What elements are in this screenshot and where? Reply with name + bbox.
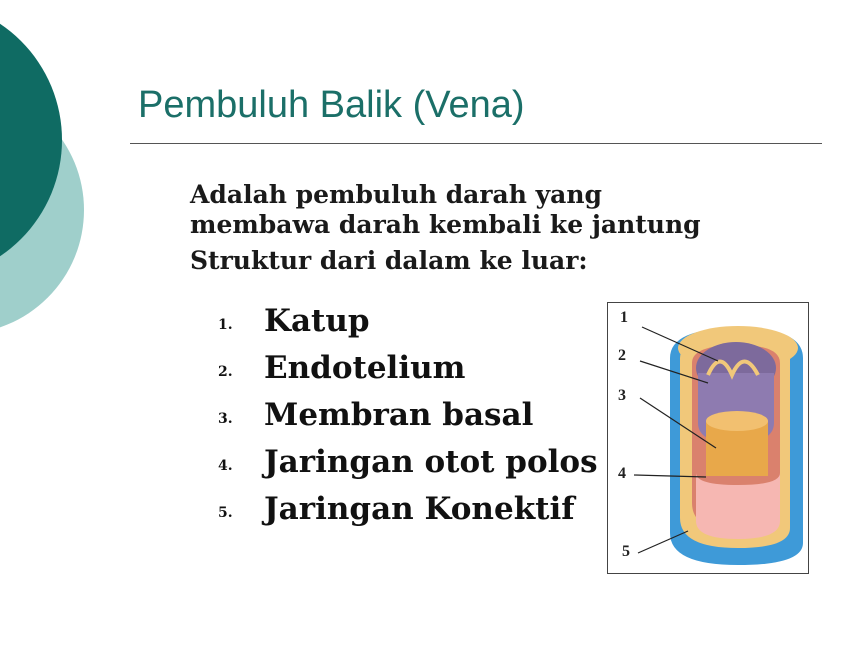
list-number: 5. <box>218 505 233 521</box>
structure-heading: Struktur dari dalam ke luar: <box>190 246 588 275</box>
list-label: Jaringan otot polos <box>264 444 598 480</box>
callout-label-2: 2 <box>618 347 626 364</box>
title-divider <box>130 143 822 144</box>
list-label: Jaringan Konektif <box>264 491 575 527</box>
callout-label-3: 3 <box>618 387 626 404</box>
callout-label-1: 1 <box>620 309 628 326</box>
list-label: Membran basal <box>264 397 534 433</box>
slide-title: Pembuluh Balik (Vena) <box>138 84 525 126</box>
list-label: Endotelium <box>264 350 466 386</box>
basal-membrane-top <box>706 411 768 431</box>
list-number: 1. <box>218 317 233 333</box>
list-number: 3. <box>218 411 233 427</box>
vein-illustration <box>608 303 808 573</box>
callout-label-5: 5 <box>622 543 630 560</box>
list-number: 4. <box>218 458 233 474</box>
intro-line-1: Adalah pembuluh darah yang <box>190 180 603 209</box>
list-label: Katup <box>264 303 370 339</box>
list-number: 2. <box>218 364 233 380</box>
slide-body <box>190 180 790 276</box>
vein-diagram <box>607 302 809 574</box>
intro-line-2: membawa darah kembali ke jantung <box>190 210 701 239</box>
callout-label-4: 4 <box>618 465 626 482</box>
